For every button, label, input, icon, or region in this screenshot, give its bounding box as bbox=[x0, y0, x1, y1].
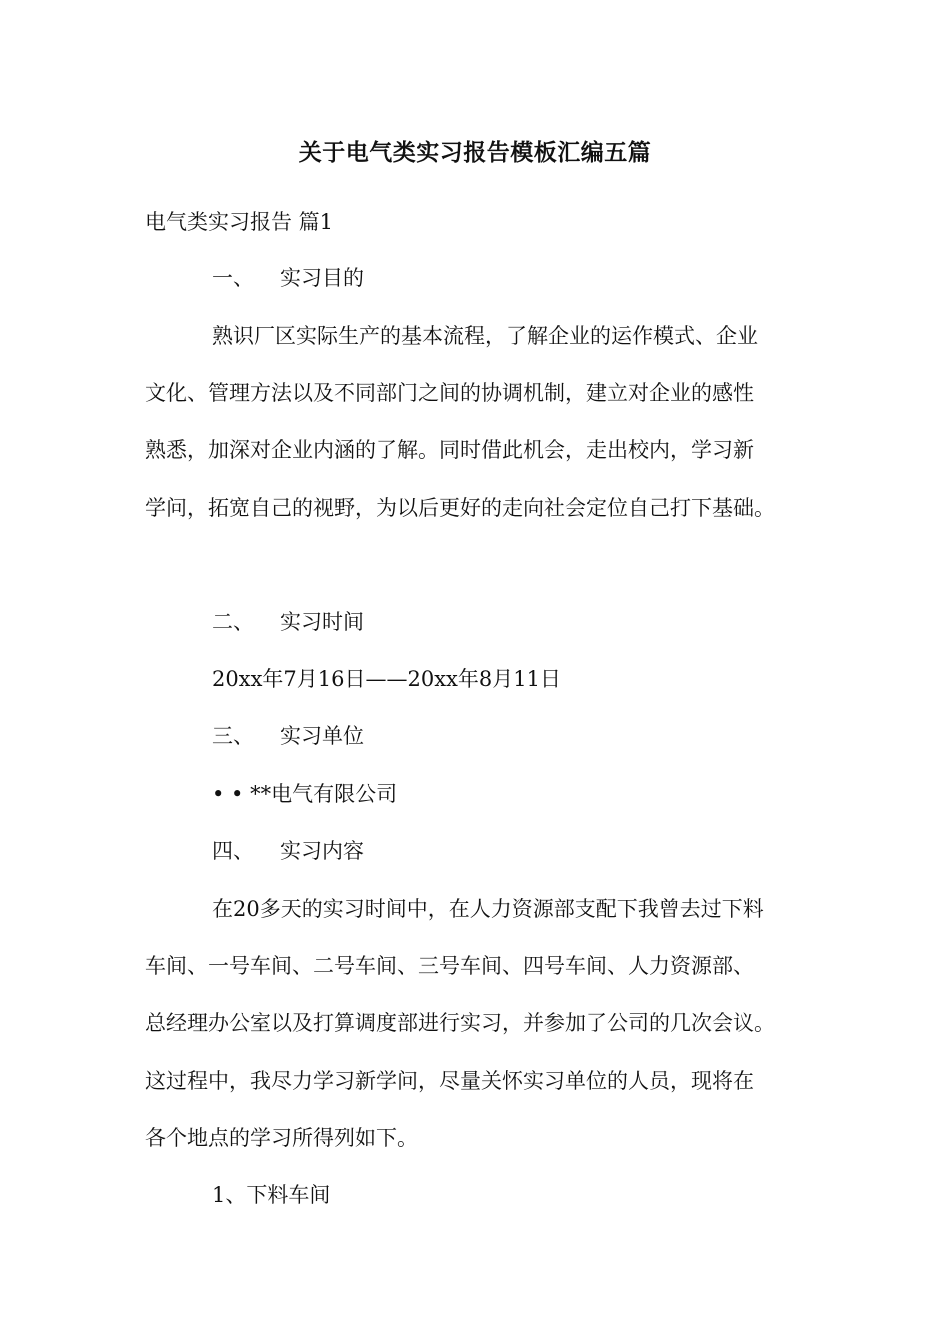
heading-number: 三、 bbox=[212, 724, 254, 748]
subheading-cutting-workshop: 1、下料车间 bbox=[212, 1183, 331, 1207]
heading-content bbox=[212, 837, 364, 865]
paragraph-line: 熟悉，加深对企业内涵的了解。同时借此机会，走出校内，学习新 bbox=[145, 438, 754, 462]
heading-number: 二、 bbox=[212, 610, 254, 634]
heading-time bbox=[212, 608, 364, 636]
paragraph-line: 这过程中，我尽力学习新学问，尽量关怀实习单位的人员，现将在 bbox=[145, 1069, 754, 1093]
paragraph-line: 总经理办公室以及打算调度部进行实习，并参加了公司的几次会议。 bbox=[145, 1011, 775, 1035]
document-title: 关于电气类实习报告模板汇编五篇 bbox=[298, 139, 652, 166]
heading-text: 实习时间 bbox=[280, 610, 364, 634]
heading-text: 实习内容 bbox=[280, 839, 364, 863]
heading-text: 实习目的 bbox=[280, 266, 364, 290]
paragraph-line: 文化、管理方法以及不同部门之间的协调机制，建立对企业的感性 bbox=[145, 381, 754, 405]
paragraph-line: 熟识厂区实际生产的基本流程，了解企业的运作模式、企业 bbox=[212, 324, 758, 348]
internship-company: • • **电气有限公司 bbox=[212, 782, 398, 806]
heading-number: 四、 bbox=[212, 839, 254, 863]
heading-unit bbox=[212, 722, 364, 750]
paragraph-line: 在20多天的实习时间中，在人力资源部支配下我曾去过下料 bbox=[212, 897, 764, 921]
heading-text: 实习单位 bbox=[280, 724, 364, 748]
paragraph-line: 车间、一号车间、二号车间、三号车间、四号车间、人力资源部、 bbox=[145, 954, 754, 978]
heading-purpose bbox=[212, 264, 364, 292]
heading-number: 一、 bbox=[212, 266, 254, 290]
paragraph-line: 学问，拓宽自己的视野，为以后更好的走向社会定位自己打下基础。 bbox=[145, 496, 775, 520]
internship-period: 20xx年7月16日——20xx年8月11日 bbox=[212, 667, 561, 691]
paragraph-line: 各个地点的学习所得列如下。 bbox=[145, 1126, 418, 1150]
section-heading: 电气类实习报告 篇1 bbox=[145, 210, 334, 234]
